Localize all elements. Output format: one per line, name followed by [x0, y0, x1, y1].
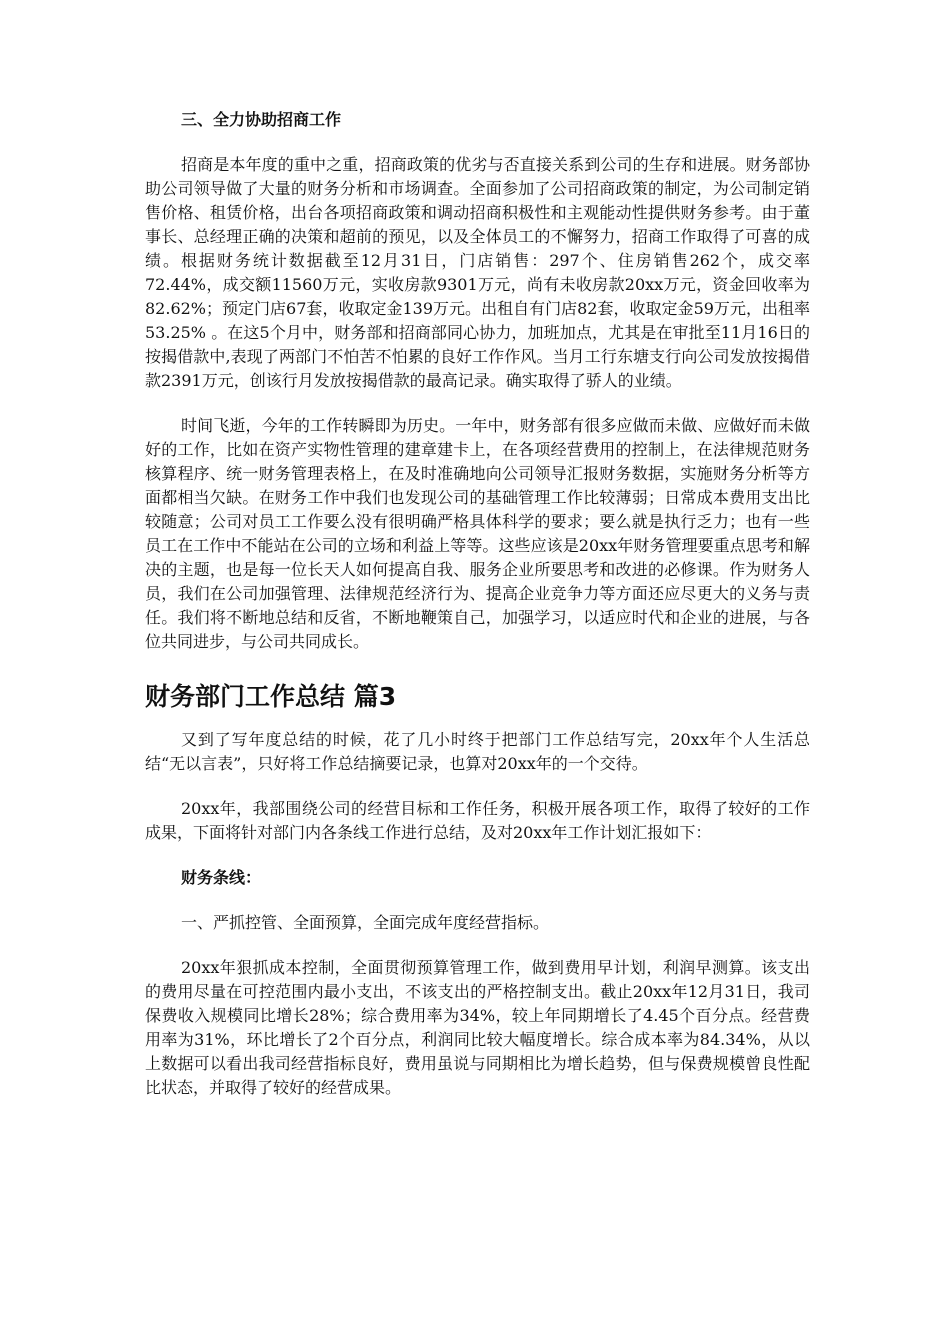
document-page	[145, 108, 810, 1121]
paragraph-intro-1: 又到了写年度总结的时候，花了几小时终于把部门工作总结写完，20xx年个人生活总结“无以言表”，只好将工作总结摘要记录，也算对20xx年的一个交待。	[145, 730, 810, 773]
paragraph-cost-control: 20xx年狠抓成本控制，全面贯彻预算管理工作，做到费用早计划，利润早测算。该支出的费用尽量在可控范围内最小支出，不该支出的严格控制支出。截止20xx年12月31日，我司保费收入规模同比增长28%；综合费用率为34%，较上年同期增长了4.45个百分点。经营费用率为31%，环比增长了2个百分点，利润同比较大幅度增长。综合成本率为84.34%，从以上数据可以看出我司经营指标良好，费用虽说与同期相比为增长趋势，但与保费规模曾良性配比状态，并取得了较好的经营成果。	[145, 958, 810, 1097]
article-title: 财务部门工作总结 篇3	[145, 682, 397, 711]
paragraph-intro-2: 20xx年，我部围绕公司的经营目标和工作任务，积极开展各项工作，取得了较好的工作成果，下面将针对部门内各条线工作进行总结，及对20xx年工作计划汇报如下：	[145, 799, 810, 842]
item-heading-1: 一、严抓控管、全面预算，全面完成年度经营指标。	[181, 913, 550, 932]
paragraph-recruitment: 招商是本年度的重中之重，招商政策的优劣与否直接关系到公司的生存和进展。财务部协助公司领导做了大量的财务分析和市场调查。全面参加了公司招商政策的制定，为公司制定销售价格、租赁价格，出台各项招商政策和调动招商积极性和主观能动性提供财务参考。由于董事长、总经理正确的决策和超前的预见，以及全体员工的不懈努力，招商工作取得了可喜的成绩。根据财务统计数据截至12月31日，门店销售：297个、住房销售262个，成交率72.44%，成交额11560万元，实收房款9301万元，尚有未收房款20xx万元，资金回收率为82.62%；预定门店67套，收取定金139万元。出租自有门店82套，收取定金59万元，出租率53.25% 。在这5个月中，财务部和招商部同心协力，加班加点，尤其是在审批至11月16日的按揭借款中,表现了两部门不怕苦不怕累的良好工作作风。当月工行东塘支行向公司发放按揭借款2391万元，创该行月发放按揭借款的最高记录。确实取得了骄人的业绩。	[145, 155, 810, 390]
finance-subheading: 财务条线：	[181, 868, 262, 887]
paragraph-reflection: 时间飞逝，今年的工作转瞬即为历史。一年中，财务部有很多应做而未做、应做好而未做好的工作，比如在资产实物性管理的建章建卡上，在各项经营费用的控制上，在法律规范财务核算程序、统一财务管理表格上，在及时准确地向公司领导汇报财务数据，实施财务分析等方面都相当欠缺。在财务工作中我们也发现公司的基础管理工作比较薄弱；日常成本费用支出比较随意；公司对员工工作要么没有很明确严格具体科学的要求；要么就是执行乏力；也有一些员工在工作中不能站在公司的立场和利益上等等。这些应该是20xx年财务管理要重点思考和解决的主题，也是每一位长天人如何提高自我、服务企业所要思考和改进的必修课。作为财务人员，我们在公司加强管理、法律规范经济行为、提高企业竞争力等方面还应尽更大的义务与责任。我们将不断地总结和反省，不断地鞭策自己，加强学习，以适应时代和企业的进展，与各位共同进步，与公司共同成长。	[145, 416, 810, 651]
section-heading: 三、全力协助招商工作	[181, 110, 342, 129]
